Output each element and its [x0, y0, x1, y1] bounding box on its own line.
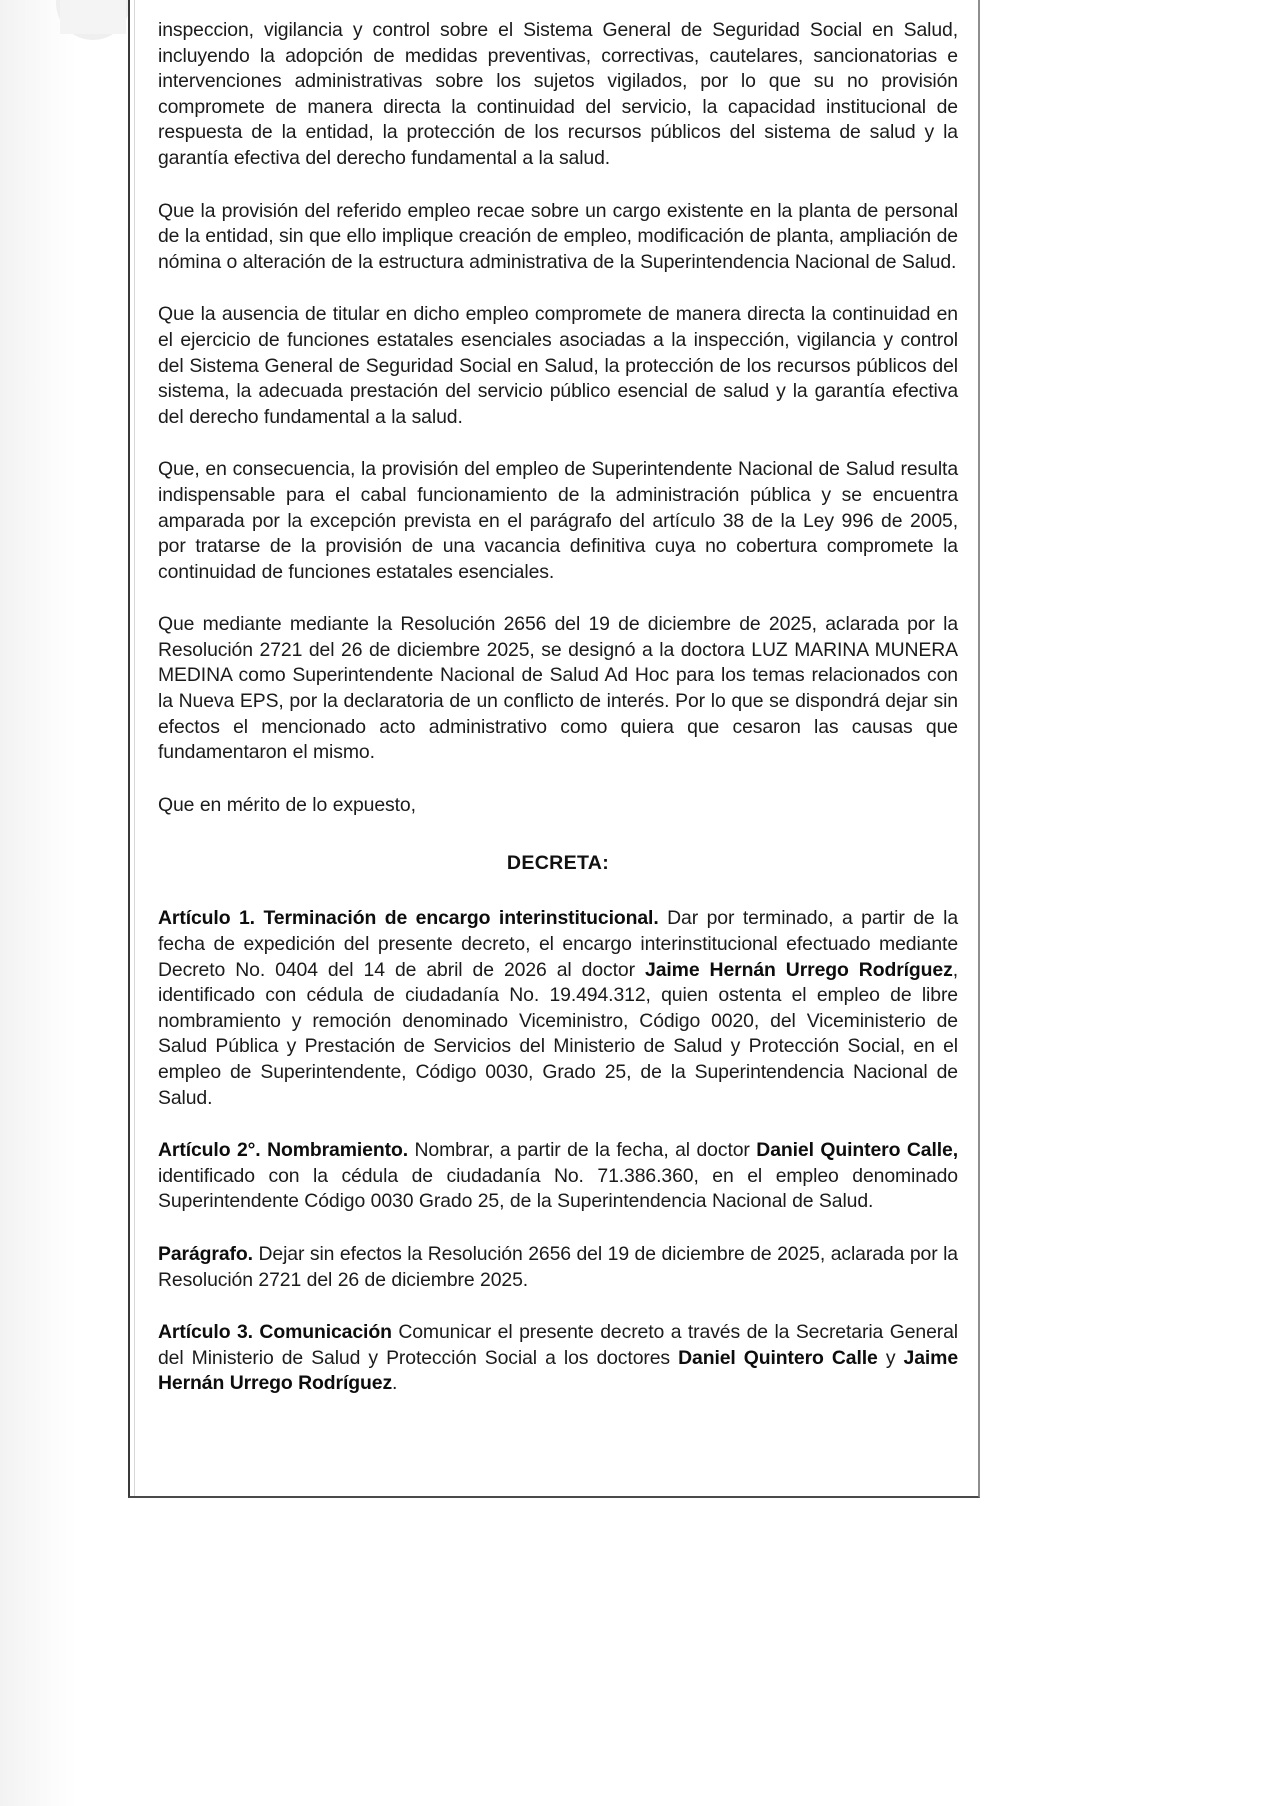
- articulo-3-person-name-1: Daniel Quintero Calle: [678, 1346, 878, 1369]
- articulo-3-person-name-2: Jaime Hernán Urrego Rodríguez: [158, 1346, 959, 1395]
- paragrafo-body: Dejar sin efectos la Resolución 2656 del 19 de diciembre de 2025, aclarada por la Resolución 2721 del 26 de diciembre 2025.: [158, 1242, 958, 1291]
- articulo-1-body-2: , identificado con cédula de ciudadanía No. 19.494.312, quien ostenta el empleo de libre nombramiento y remoción denominado Viceministro, Código 0020, del Viceministerio de Salud Pública y Prestación de Servicios del Ministerio de Salud y Protección Social, en el empleo de Superintendente, Código 0030, Grado 25, de la Superintendencia Nacional de Salud.: [158, 958, 958, 1109]
- articulo-3-body-3: .: [392, 1372, 398, 1395]
- paragraph-resolucion-2656: Que mediante mediante la Resolución 2656 del 19 de diciembre de 2025, aclarada por la Resolución 2721 del 26 de diciembre 2025, se designó a la doctora LUZ MARINA MUNERA MEDINA como Superintendente Nacional de Salud Ad Hoc para los temas relacionados con la Nueva EPS, por la declaratoria de un conflicto de interés. Por lo que se dispondrá dejar sin efectos el mencionado acto administrativo como quiera que cesaron las causas que fundamentaron el mismo.: [158, 613, 958, 764]
- document-body: [158, 18, 958, 1464]
- articulo-1-person-name: Jaime Hernán Urrego Rodríguez: [645, 958, 953, 981]
- paragraph-provision-referido: Que la provisión del referido empleo recae sobre un cargo existente en la planta de personal de la entidad, sin que ello implique creación de empleo, modificación de planta, ampliación de nómina o alteración de la estructura administrativa de la Superintendencia Nacional de Salud.: [158, 199, 958, 273]
- articulo-2-person-name: Daniel Quintero Calle,: [756, 1139, 958, 1162]
- articulo-1: [158, 906, 958, 1111]
- articulo-3-heading: Artículo 3. Comunicación: [158, 1321, 392, 1344]
- articulo-1-heading: Artículo 1. Terminación de encargo interinstitucional.: [158, 907, 659, 930]
- articulo-3-body-2: y: [877, 1346, 904, 1369]
- articulo-2: [158, 1138, 958, 1215]
- articulo-2-heading: Artículo 2°. Nombramiento.: [158, 1139, 408, 1162]
- articulo-2-body-2: identificado con la cédula de ciudadanía No. 71.386.360, en el empleo denominado Superintendente Código 0030 Grado 25, de la Superintendencia Nacional de Salud.: [158, 1164, 958, 1213]
- scan-left-shadow: [0, 0, 78, 1806]
- paragraph-consecuencia: Que, en consecuencia, la provisión del empleo de Superintendente Nacional de Salud resulta indispensable para el cabal funcionamiento de la administración pública y se encuentra amparada por la excepción prevista en el parágrafo del artículo 38 de la Ley 996 de 2005, por tratarse de la provisión de una vacancia definitiva cuya no cobertura compromete la continuidad de funciones estatales esenciales.: [158, 458, 958, 583]
- decreta-heading: DECRETA:: [506, 852, 610, 875]
- paragrafo-heading: Parágrafo.: [158, 1242, 253, 1265]
- paragraph-inspeccion: inspeccion, vigilancia y control sobre el Sistema General de Seguridad Social en Salud, incluyendo la adopción de medidas preventivas, correctivas, cautelares, sancionatorias e intervenciones administrativas sobre los sujetos vigilados, por lo que su no provisión compromete de manera directa la continuidad del servicio, la capacidad institucional de respuesta de la entidad, la protección de los recursos públicos del sistema de salud y la garantía efectiva del derecho fundamental a la salud.: [158, 19, 958, 169]
- paragraph-ausencia-titular: Que la ausencia de titular en dicho empleo compromete de manera directa la continuidad en el ejercicio de funciones estatales esenciales asociadas a la inspección, vigilancia y control del Sistema General de Seguridad Social en Salud, la protección de los recursos públicos del sistema, la adecuada prestación del servicio público esencial de salud y la garantía efectiva del derecho fundamental a la salud.: [158, 303, 958, 428]
- bottom-spacer: [158, 1424, 958, 1464]
- paragraph-merito: Que en mérito de lo expuesto,: [158, 793, 416, 816]
- scan-corner-artifact-secondary: [60, 0, 126, 34]
- articulo-3: [158, 1320, 958, 1397]
- articulo-2-body-1: Nombrar, a partir de la fecha, al doctor: [407, 1139, 757, 1162]
- articulo-1-body-1: Dar por terminado, a partir de la fecha de expedición del presente decreto, el encargo interinstitucional efectuado mediante Decreto No. 0404 del 14 de abril de 2026 al doctor: [158, 907, 959, 981]
- paragrafo: [158, 1242, 958, 1293]
- articulo-3-body-1: Comunicar el presente decreto a través de la Secretaria General del Ministerio de Salud y Protección Social a los doctores: [158, 1321, 958, 1369]
